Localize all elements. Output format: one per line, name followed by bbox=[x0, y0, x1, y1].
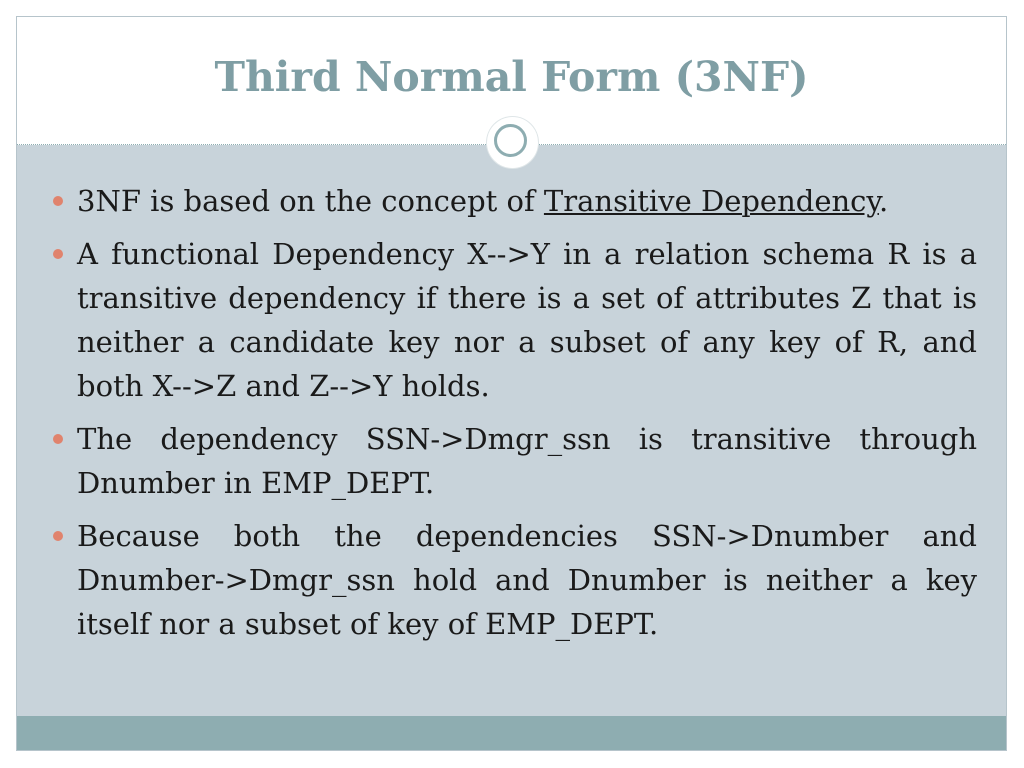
bullet-item bbox=[47, 417, 977, 505]
slide bbox=[16, 16, 1007, 751]
bullet-dot-icon bbox=[53, 434, 63, 444]
bullet-text: A functional Dependency X-->Y in a relation schema R is a transitive dependency if there is a set of attributes Z that is neither a candidate key nor a subset of any key of R, and both X-->Z and Z-->Y holds. bbox=[77, 237, 977, 403]
bullet-list bbox=[47, 179, 977, 655]
circle-ornament-icon bbox=[487, 117, 538, 168]
transitive-dependency-term: Transitive Dependency bbox=[543, 184, 879, 218]
ring-icon bbox=[494, 124, 527, 157]
bullet-text: 3NF is based on the concept of bbox=[77, 184, 544, 218]
bullet-dot-icon bbox=[53, 196, 63, 206]
bullet-text: The dependency SSN->Dmgr_ssn is transitive through Dnumber in EMP_DEPT. bbox=[77, 422, 977, 500]
bullet-item bbox=[47, 514, 977, 646]
footer-bar bbox=[17, 716, 1006, 750]
bullet-text: Because both the dependencies SSN->Dnumber and Dnumber->Dmgr_ssn hold and Dnumber is neither a key itself nor a subset of key of EMP_DEPT. bbox=[77, 519, 977, 641]
bullet-item bbox=[47, 179, 977, 223]
bullet-dot-icon bbox=[53, 531, 63, 541]
bullet-dot-icon bbox=[53, 249, 63, 259]
bullet-text-end: . bbox=[878, 184, 889, 218]
slide-title: Third Normal Form (3NF) bbox=[214, 53, 809, 101]
bullet-item bbox=[47, 232, 977, 408]
